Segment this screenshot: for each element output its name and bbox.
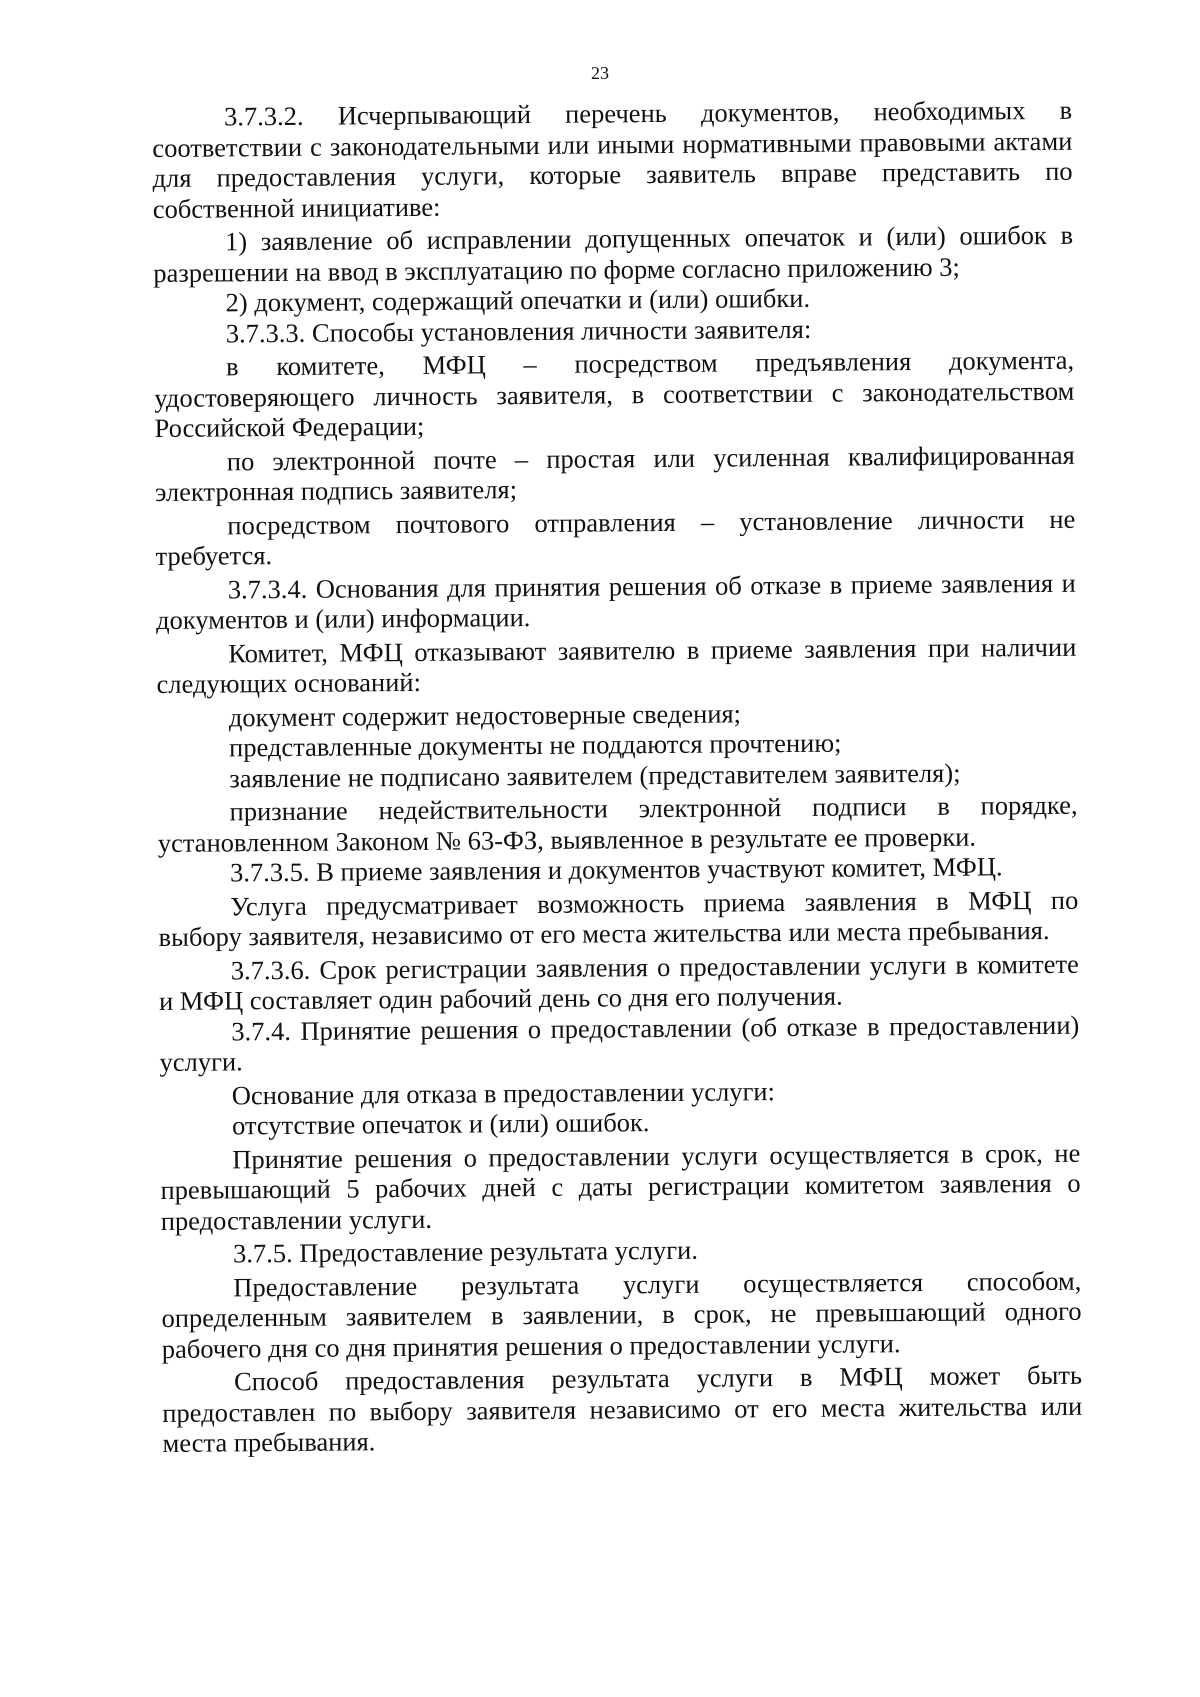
paragraph-result-mfc: Способ предоставления результата услуги в МФЦ может быть предоставлен по выбору заявителя независимо от его места жительства или места пребывания. <box>162 1359 1083 1458</box>
paragraph-identification-post: посредством почтового отправления – установление личности не требуется. <box>155 503 1076 571</box>
list-item-application: 1) заявление об исправлении допущенных опечаток и (или) ошибок в разрешении на ввод в эксплуатацию по форме согласно приложению 3; <box>153 219 1074 288</box>
paragraph-identification-email: по электронной почте – простая или усиленная квалифицированная электронная подпись заявителя; <box>154 439 1075 507</box>
page-body <box>152 95 1083 1459</box>
paragraph-3-7-5: 3.7.5. Предоставление результата услуги. <box>232 1234 698 1269</box>
list-item-invalid-signature: признание недействительности электронной подписи в порядке, установленном Законом № 63-ФЗ, выявленное в результате ее проверки. <box>157 789 1078 858</box>
list-item-unreadable: представленные документы не поддаются прочтению; <box>228 727 842 763</box>
list-item-not-signed: заявление не подписано заявителем (представителем заявителя); <box>229 757 961 793</box>
page-number: 23 <box>591 63 609 83</box>
paragraph-3-7-3-3: 3.7.3.3. Способы установления личности заявителя: <box>225 313 812 348</box>
list-item-no-errors: отсутствие опечаток и (или) ошибок. <box>231 1107 650 1141</box>
paragraph-refusal-basis: Основание для отказа в предоставлении услуги: <box>231 1075 776 1110</box>
paragraph-3-7-3-2: 3.7.3.2. Исчерпывающий перечень документов, необходимых в соответствии с законодательными или иными нормативными правовыми актами для предоставления услуги, которые заявитель вправе представить по собственной инициативе: <box>152 94 1073 224</box>
paragraph-3-7-3-6: 3.7.3.6. Срок регистрации заявления о предоставлении услуги в комитете и МФЦ составляет один рабочий день со дня его получения. <box>158 948 1079 1016</box>
paragraph-service-location: Услуга предусматривает возможность приема заявления в МФЦ по выбору заявителя, независимо от его места жительства или места пребывания. <box>158 884 1079 952</box>
paragraph-result-delivery: Предоставление результата услуги осуществляется способом, определенным заявителем в заявлении, в срок, не превышающий одного рабочего дня со дня принятия решения о предоставлении услуги. <box>161 1265 1082 1364</box>
paragraph-identification-committee: в комитете, МФЦ – посредством предъявления документа, удостоверяющего личность заявителя, в соответствии с законодательством Российской Федерации; <box>154 344 1075 443</box>
list-item-document: 2) документ, содержащий опечатки и (или) ошибки. <box>225 282 811 318</box>
paragraph-3-7-3-5: 3.7.3.5. В приеме заявления и документов участвуют комитет, МФЦ. <box>229 851 1003 888</box>
paragraph-refusal-intro: Комитет, МФЦ отказывают заявителю в приеме заявления при наличии следующих оснований: <box>156 631 1077 699</box>
paragraph-3-7-3-4: 3.7.3.4. Основания для принятия решения об отказе в приеме заявления и документов и (или) информации. <box>155 567 1076 635</box>
list-item-unreliable-info: документ содержит недостоверные сведения; <box>228 697 742 732</box>
paragraph-decision-term: Принятие решения о предоставлении услуги осуществляется в срок, не превышающий 5 рабочих дней с даты регистрации комитетом заявления о предоставлении услуги. <box>160 1137 1081 1236</box>
paragraph-3-7-4: 3.7.4. Принятие решения о предоставлении (об отказе в предоставлении) услуги. <box>159 1009 1080 1077</box>
